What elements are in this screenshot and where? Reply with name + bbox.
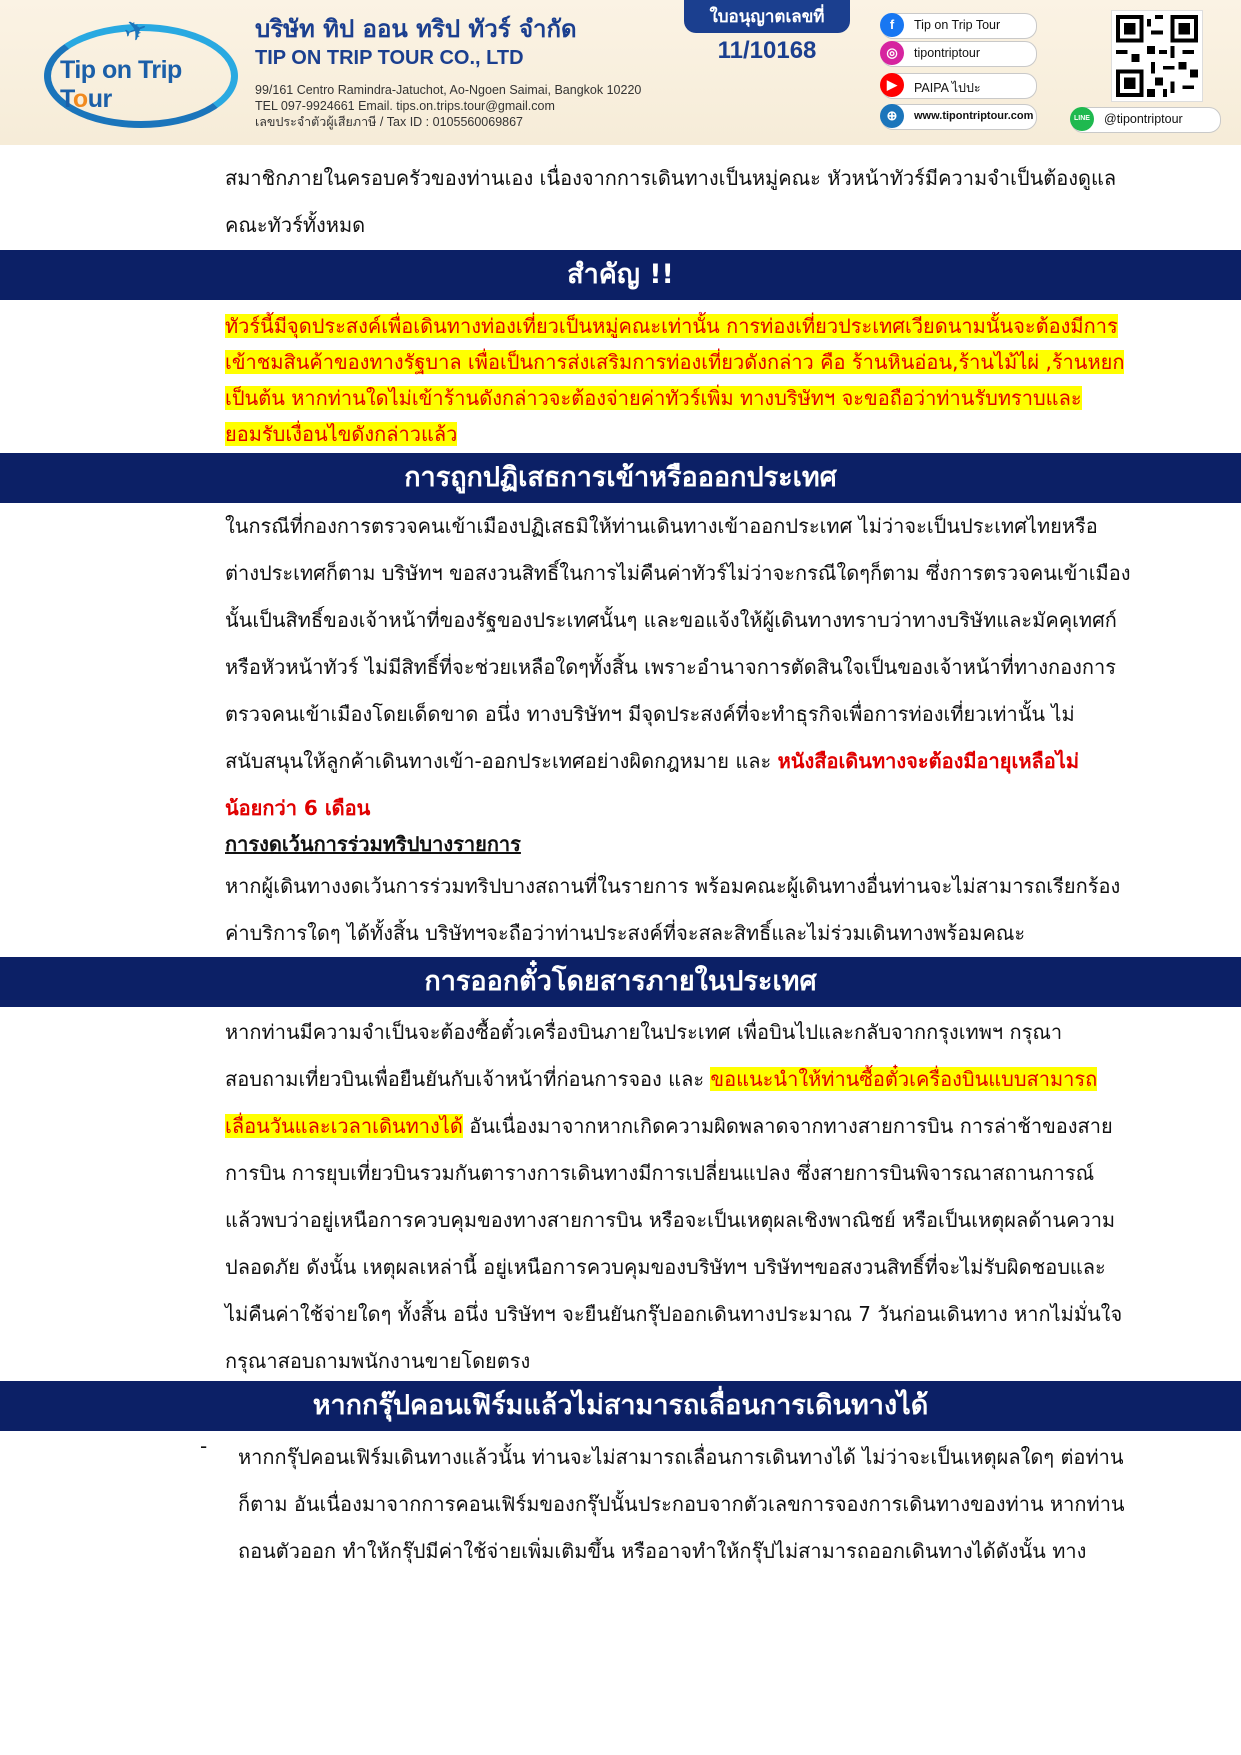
- qr-code: [1111, 10, 1203, 102]
- domestic-tickets-paragraph: หากท่านมีความจำเป็นจะต้องซื้อตั๋วเครื่องบินภายในประเทศ เพื่อบินไปและกลับจากกรุงเทพฯ กรุณา สอบถามเที่ยวบินเพื่อยืนยันกับเจ้าหน้าที่ก่อนการจอง และ ขอแนะนำให้ท่านซื้อตั๋วเครื่องบินแบบสามารถ เลื่อนวันและเวลาเดินทางได้ อันเนื่องมาจากหากเกิดความผิดพลาดจากทางสายการบิน การล่าช้าของสาย การบิน การยุบเที่ยวบินรวมกันตารางการเดินทางมีการเปลี่ยนแปลง ซึ่งสายการบินพิจารณาสถานการณ์ แล้วพบว่าอยู่เหนือการควบคุมของทางสายการบิน หรือจะเป็นเหตุผลเชิงพาณิชย์ หรือเป็นเหตุผลด้านความ ปลอดภัย ดังนั้น เหตุผลเหล่านี้ อยู่เหนือการควบคุมของบริษัทฯ บริษัทฯขอสงวนสิทธิ์ที่จะไม่รับผิดชอบและ ไม่คืนค่าใช้จ่ายใดๆ ทั้งสิ้น อนึ่ง บริษัทฯ จะยืนยันกรุ๊ปออกเดินทางประมาณ 7 วันก่อนเดินทาง หากไม่มั่นใจ กรุณาสอบถามพนักงานขายโดยตรง: [225, 1020, 1123, 1373]
- intro-paragraph: สมาชิกภายในครอบครัวของท่านเอง เนื่องจากการเดินทางเป็นหมู่คณะ หัวหน้าทัวร์มีความจำเป็นต้องดูแล คณะทัวร์ทั้งหมด: [225, 166, 1117, 237]
- section-header-confirmed-group: หากกรุ๊ปคอนเฟิร์มแล้วไม่สามารถเลื่อนการเดินทางได้: [0, 1381, 1241, 1431]
- important-notice: ทัวร์นี้มีจุดประสงค์เพื่อเดินทางท่องเที่ยวเป็นหมู่คณะเท่านั้น การท่องเที่ยวประเทศเวียดนามนั้นจะต้องมีการ เข้าชมสินค้าของทางรัฐบาล เพื่อเป็นการส่งเสริมการท่องเที่ยวดังกล่าว คือ ร้านหินอ่อน,ร้านไม้ไผ่ ,ร้านหยก เป็นต้น หากท่านใดไม่เข้าร้านดังกล่าวจะต้องจ่ายค่าทัวร์เพิ่ม ทางบริษัทฯ จะขอถือว่าท่านรับทราบและ ยอมรับเงื่อนไขดังกล่าวแล้ว: [225, 314, 1125, 446]
- airplane-icon: ✈: [119, 10, 153, 51]
- skip-trip-subheading: การงดเว้นการร่วมทริปบางรายการ: [225, 832, 521, 856]
- confirmed-group-paragraph: หากกรุ๊ปคอนเฟิร์มเดินทางแล้วนั้น ท่านจะไม่สามารถเลื่อนการเดินทางได้ ไม่ว่าจะเป็นเหตุผลใดๆ ต่อท่าน ก็ตาม อันเนื่องมาจากการคอนเฟิร์มของกรุ๊ปนั้นประกอบจากตัวเลขการจองการเดินทางของท่าน หากท่าน ถอนตัวออก ทำให้กรุ๊ปมีค่าใช้จ่ายเพิ่มเติมขึ้น หรืออาจทำให้กรุ๊ปไม่สามารถออกเดินทางได้ดังนั้น ทาง: [238, 1445, 1125, 1563]
- license-label: ใบอนุญาตเลขที่: [684, 0, 850, 33]
- section-header-important: สำคัญ !!: [0, 250, 1241, 300]
- line-icon: LINE: [1070, 107, 1094, 131]
- youtube-icon: ▶: [880, 73, 904, 97]
- company-info: [255, 14, 641, 130]
- bullet-dash: -: [200, 1434, 208, 1458]
- company-header: [0, 0, 1241, 145]
- facebook-link[interactable]: f Tip on Trip Tour: [881, 13, 1037, 39]
- company-contact: TEL 097-9924661 Email. tips.on.trips.tour@gmail.com: [255, 99, 555, 113]
- company-tax-id: เลขประจำตัวผู้เสียภาษี / Tax ID : 0105560069867: [255, 115, 524, 129]
- line-link[interactable]: LINE @tipontriptour: [1071, 107, 1221, 133]
- instagram-link[interactable]: ◎ tipontriptour: [881, 41, 1037, 67]
- facebook-icon: f: [880, 13, 904, 37]
- section-header-domestic-tickets: การออกตั๋วโดยสารภายในประเทศ: [0, 957, 1241, 1007]
- youtube-link[interactable]: ▶ PAIPA ไปปะ: [881, 73, 1037, 99]
- license-number: 11/10168: [717, 37, 817, 64]
- company-address: 99/161 Centro Ramindra-Jatuchot, Ao-Ngoen Saimai, Bangkok 10220: [255, 83, 642, 97]
- company-logo: ✈ Tip on Trip Tour: [44, 14, 230, 124]
- website-link[interactable]: ⊕ www.tipontriptour.com: [881, 104, 1037, 130]
- company-name-en: TIP ON TRIP TOUR CO., LTD: [255, 47, 524, 69]
- denied-entry-paragraph: ในกรณีที่กองการตรวจคนเข้าเมืองปฏิเสธมิให้ท่านเดินทางเข้าออกประเทศ ไม่ว่าจะเป็นประเทศไทยหรือ ต่างประเทศก็ตาม บริษัทฯ ขอสงวนสิทธิ์ในการไม่คืนค่าทัวร์ไม่ว่าจะกรณีใดๆก็ตาม ซึ่งการตรวจคนเข้าเมือง นั้นเป็นสิทธิ์ของเจ้าหน้าที่ของรัฐของประเทศนั้นๆ และขอแจ้งให้ผู้เดินทางทราบว่าทางบริษัทและมัคคุเทศก์ หรือหัวหน้าทัวร์ ไม่มีสิทธิ์ที่จะช่วยเหลือใดๆทั้งสิ้น เพราะอำนาจการตัดสินใจเป็นของเจ้าหน้าที่ทางกองการ ตรวจคนเข้าเมืองโดยเด็ดขาด อนึ่ง ทางบริษัทฯ มีจุดประสงค์ที่จะทำธุรกิจเพื่อการท่องเที่ยวเท่านั้น ไม่ สนับสนุนให้ลูกค้าเดินทางเข้า-ออกประเทศอย่างผิดกฎหมาย และ หนังสือเดินทางจะต้องมีอายุเหลือไม่ น้อยกว่า 6 เดือน: [225, 514, 1131, 820]
- license-badge: [684, 0, 850, 70]
- web-icon: ⊕: [880, 104, 904, 128]
- skip-trip-paragraph: หากผู้เดินทางงดเว้นการร่วมทริปบางสถานที่ในรายการ พร้อมคณะผู้เดินทางอื่นท่านจะไม่สามารถเรียกร้อง ค่าบริการใดๆ ได้ทั้งสิ้น บริษัทฯจะถือว่าท่านประสงค์ที่จะสละสิทธิ์และไม่ร่วมเดินทางพร้อมคณะ: [225, 874, 1121, 945]
- instagram-icon: ◎: [880, 41, 904, 65]
- passport-validity-warning: หนังสือเดินทางจะต้องมีอายุเหลือไม่: [777, 749, 1080, 773]
- section-header-denied-entry: การถูกปฏิเสธการเข้าหรือออกประเทศ: [0, 453, 1241, 503]
- company-name-th: บริษัท ทิป ออน ทริป ทัวร์ จำกัด: [255, 15, 577, 43]
